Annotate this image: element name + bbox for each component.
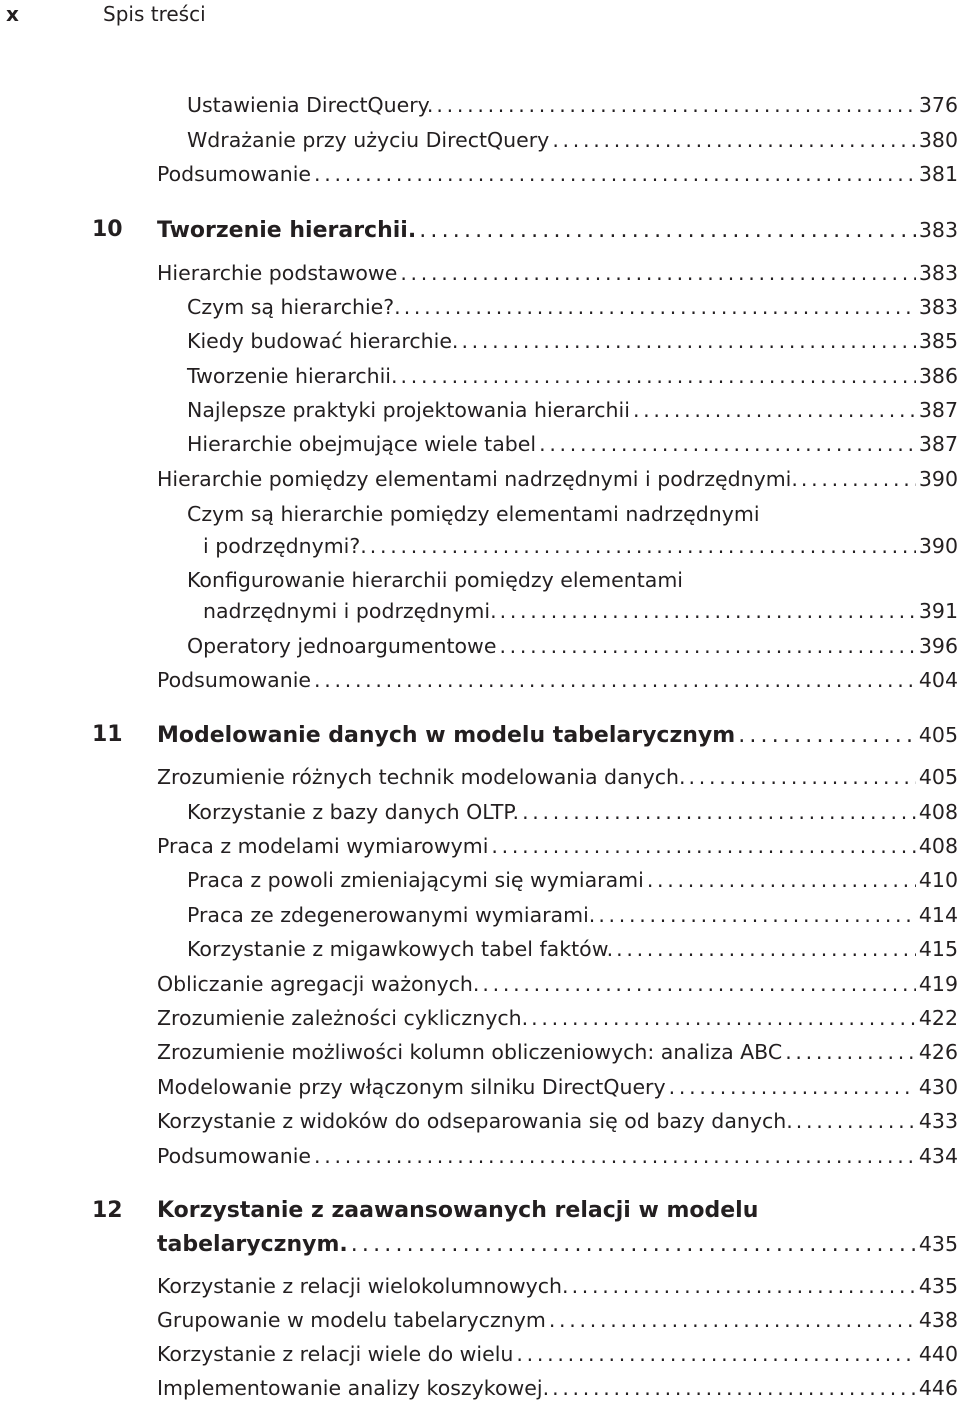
dot-leader [351,1230,916,1260]
toc-entry-page: 408 [918,834,958,858]
toc-entry-page: 386 [918,364,958,388]
chapter-entry[interactable] [157,215,958,246]
dot-leader [400,258,916,288]
toc-entry-page: 426 [918,1040,958,1064]
toc-entry-title: Korzystanie z migawkowych tabel faktów. [187,937,614,961]
toc-entry[interactable] [187,395,958,425]
page-header [0,0,960,30]
dot-leader [669,1072,916,1102]
running-title: Spis treści [103,2,206,26]
dot-leader [401,361,916,391]
dot-leader [572,1271,916,1301]
dot-leader [801,464,916,494]
toc-entry[interactable] [203,531,958,561]
toc-entry-title: nadrzędnymi i podrzędnymi. [203,599,497,623]
toc-entry-title: Zrozumienie możliwości kolumn obliczeniowych: analiza ABC [157,1040,783,1064]
toc-entry-title: Praca z modelami wymiarowymi [157,834,489,858]
toc-entry-page: 396 [918,634,958,658]
toc-entry-title: Operatory jednoargumentowe [187,634,497,658]
dot-leader [647,865,916,895]
toc-entry[interactable] [157,1141,958,1171]
chapter-title: tabelarycznym. [157,1232,348,1257]
toc-entry[interactable] [187,797,958,827]
dot-leader [404,292,916,322]
toc-entry[interactable] [203,596,958,626]
toc-entry-title: Implementowanie analizy koszykowej. [157,1376,550,1400]
toc-entry-page: 438 [918,1308,958,1332]
toc-entry-title: Praca z powoli zmieniającymi się wymiarami [187,868,644,892]
toc-entry-title: Podsumowanie [157,1144,312,1168]
toc-entry[interactable] [157,258,958,288]
toc-entry[interactable] [157,1271,958,1301]
dot-leader [499,631,915,661]
dot-leader [633,395,916,425]
toc-entry[interactable] [187,90,958,120]
toc-entry-page: 419 [918,972,958,996]
dot-leader [314,1141,916,1171]
toc-entry-title: Hierarchie obejmujące wiele tabel [187,432,537,456]
dot-leader [500,596,916,626]
toc-entry-page: 380 [918,128,958,152]
chapter-title: Tworzenie hierarchii. [157,218,417,243]
dot-leader [531,1003,916,1033]
toc-entry[interactable] [157,1305,958,1335]
toc-entry[interactable] [157,1339,958,1369]
toc-entry-title: Tworzenie hierarchii. [187,364,398,388]
toc-entry-page: 408 [918,800,958,824]
toc-entry[interactable] [187,631,958,661]
toc-entry-title: Hierarchie pomiędzy elementami nadrzędnymi i podrzędnymi. [157,467,798,491]
toc-entry-page: 446 [918,1376,958,1400]
dot-leader [539,429,916,459]
dot-leader [516,1339,915,1369]
toc-entry-title: Grupowanie w modelu tabelarycznym [157,1308,546,1332]
toc-entry-title: i podrzędnymi?. [203,534,367,558]
toc-entry-title: Najlepsze praktyki projektowania hierarchii [187,398,630,422]
dot-leader [370,531,916,561]
toc-entry-title: Korzystanie z relacji wiele do wielu [157,1342,514,1366]
toc-entry-title: Zrozumienie zależności cyklicznych. [157,1006,529,1030]
toc-entry-page: 435 [918,1274,958,1298]
toc-entry-page: 430 [918,1075,958,1099]
toc-entry-title-line1: Konfigurowanie hierarchii pomiędzy elementami [187,568,683,592]
toc-entry-title: Modelowanie przy włączonym silniku DirectQuery [157,1075,666,1099]
dot-leader [482,969,915,999]
toc-entry-page: 387 [918,432,958,456]
page-number: x [6,2,19,26]
chapter-title: Modelowanie danych w modelu tabelarycznym [157,723,736,748]
toc-entry-page: 391 [918,599,958,623]
toc-entry[interactable] [157,831,958,861]
toc-entry[interactable] [187,361,958,391]
toc-entry-title-line1: Czym są hierarchie pomiędzy elementami nadrzędnymi [187,502,760,526]
toc-entry-title: Zrozumienie różnych technik modelowania danych. [157,765,686,789]
toc-entry[interactable] [157,1003,958,1033]
dot-leader [785,1037,916,1067]
toc-entry-page: 410 [918,868,958,892]
toc-entry-page: 383 [918,218,958,242]
chapter-number: 11 [92,722,123,747]
toc-entry-page: 383 [918,261,958,285]
toc-entry-page: 414 [918,903,958,927]
toc-entry-title: Wdrażanie przy użyciu DirectQuery [187,128,550,152]
toc-entry-title: Podsumowanie [157,668,312,692]
toc-entry-title: Korzystanie z widoków do odseparowania się od bazy danych. [157,1109,793,1133]
toc-entry[interactable] [187,865,958,895]
toc-entry-page: 404 [918,668,958,692]
toc-entry-page: 435 [918,1232,958,1256]
toc-entry-page: 381 [918,162,958,186]
toc-entry-page: 387 [918,398,958,422]
dot-leader [419,216,916,246]
chapter-title-line1: Korzystanie z zaawansowanych relacji w modelu [157,1198,759,1223]
dot-leader [738,721,916,751]
toc-entry-page: 422 [918,1006,958,1030]
dot-leader [552,1373,916,1403]
toc-entry-title: Hierarchie podstawowe [157,261,398,285]
toc-entry-page: 434 [918,1144,958,1168]
chapter-entry[interactable] [157,1229,958,1260]
toc-entry[interactable] [157,159,958,189]
toc-entry-title: Praca ze zdegenerowanymi wymiarami. [187,903,596,927]
dot-leader [436,90,915,120]
toc-entry[interactable] [157,969,958,999]
dot-leader [549,1305,916,1335]
toc-entry-title: Korzystanie z relacji wielokolumnowych. [157,1274,569,1298]
toc-entry-page: 405 [918,723,958,747]
toc-entry-page: 440 [918,1342,958,1366]
toc-entry-page: 390 [918,467,958,491]
dot-leader [314,159,916,189]
dot-leader [314,665,916,695]
dot-leader [689,762,916,792]
dot-leader [522,797,916,827]
toc-entry[interactable] [157,1072,958,1102]
dot-leader [796,1106,916,1136]
dot-leader [598,900,916,930]
toc-entry-page: 415 [918,937,958,961]
toc-entry-page: 376 [918,93,958,117]
toc-entry[interactable] [187,326,958,356]
toc-entry[interactable] [187,900,958,930]
toc-entry[interactable] [157,1373,958,1403]
toc-entry-title: Podsumowanie [157,162,312,186]
toc-entry-title: Kiedy budować hierarchie. [187,329,459,353]
toc-entry[interactable] [187,292,958,322]
toc-entry[interactable] [157,1106,958,1136]
toc-entry-title: Ustawienia DirectQuery. [187,93,434,117]
toc-entry-page: 383 [918,295,958,319]
chapter-entry[interactable] [157,720,958,751]
toc-entry-page: 385 [918,329,958,353]
dot-leader [491,831,915,861]
toc-entry-page: 390 [918,534,958,558]
toc-entry[interactable] [187,125,958,155]
toc-entry[interactable] [157,1037,958,1067]
chapter-number: 12 [92,1198,123,1223]
toc-entry[interactable] [157,464,958,494]
toc-entry[interactable] [187,934,958,964]
toc-entry[interactable] [187,429,958,459]
dot-leader [461,326,915,356]
toc-entry-title: Korzystanie z bazy danych OLTP. [187,800,520,824]
dot-leader [552,125,916,155]
toc-entry-page: 433 [918,1109,958,1133]
toc-entry[interactable] [157,665,958,695]
toc-entry-page: 405 [918,765,958,789]
toc-entry[interactable] [157,762,958,792]
dot-leader [616,934,916,964]
toc-entry-title: Obliczanie agregacji ważonych. [157,972,480,996]
chapter-number: 10 [92,217,123,242]
toc-entry-title: Czym są hierarchie?. [187,295,401,319]
